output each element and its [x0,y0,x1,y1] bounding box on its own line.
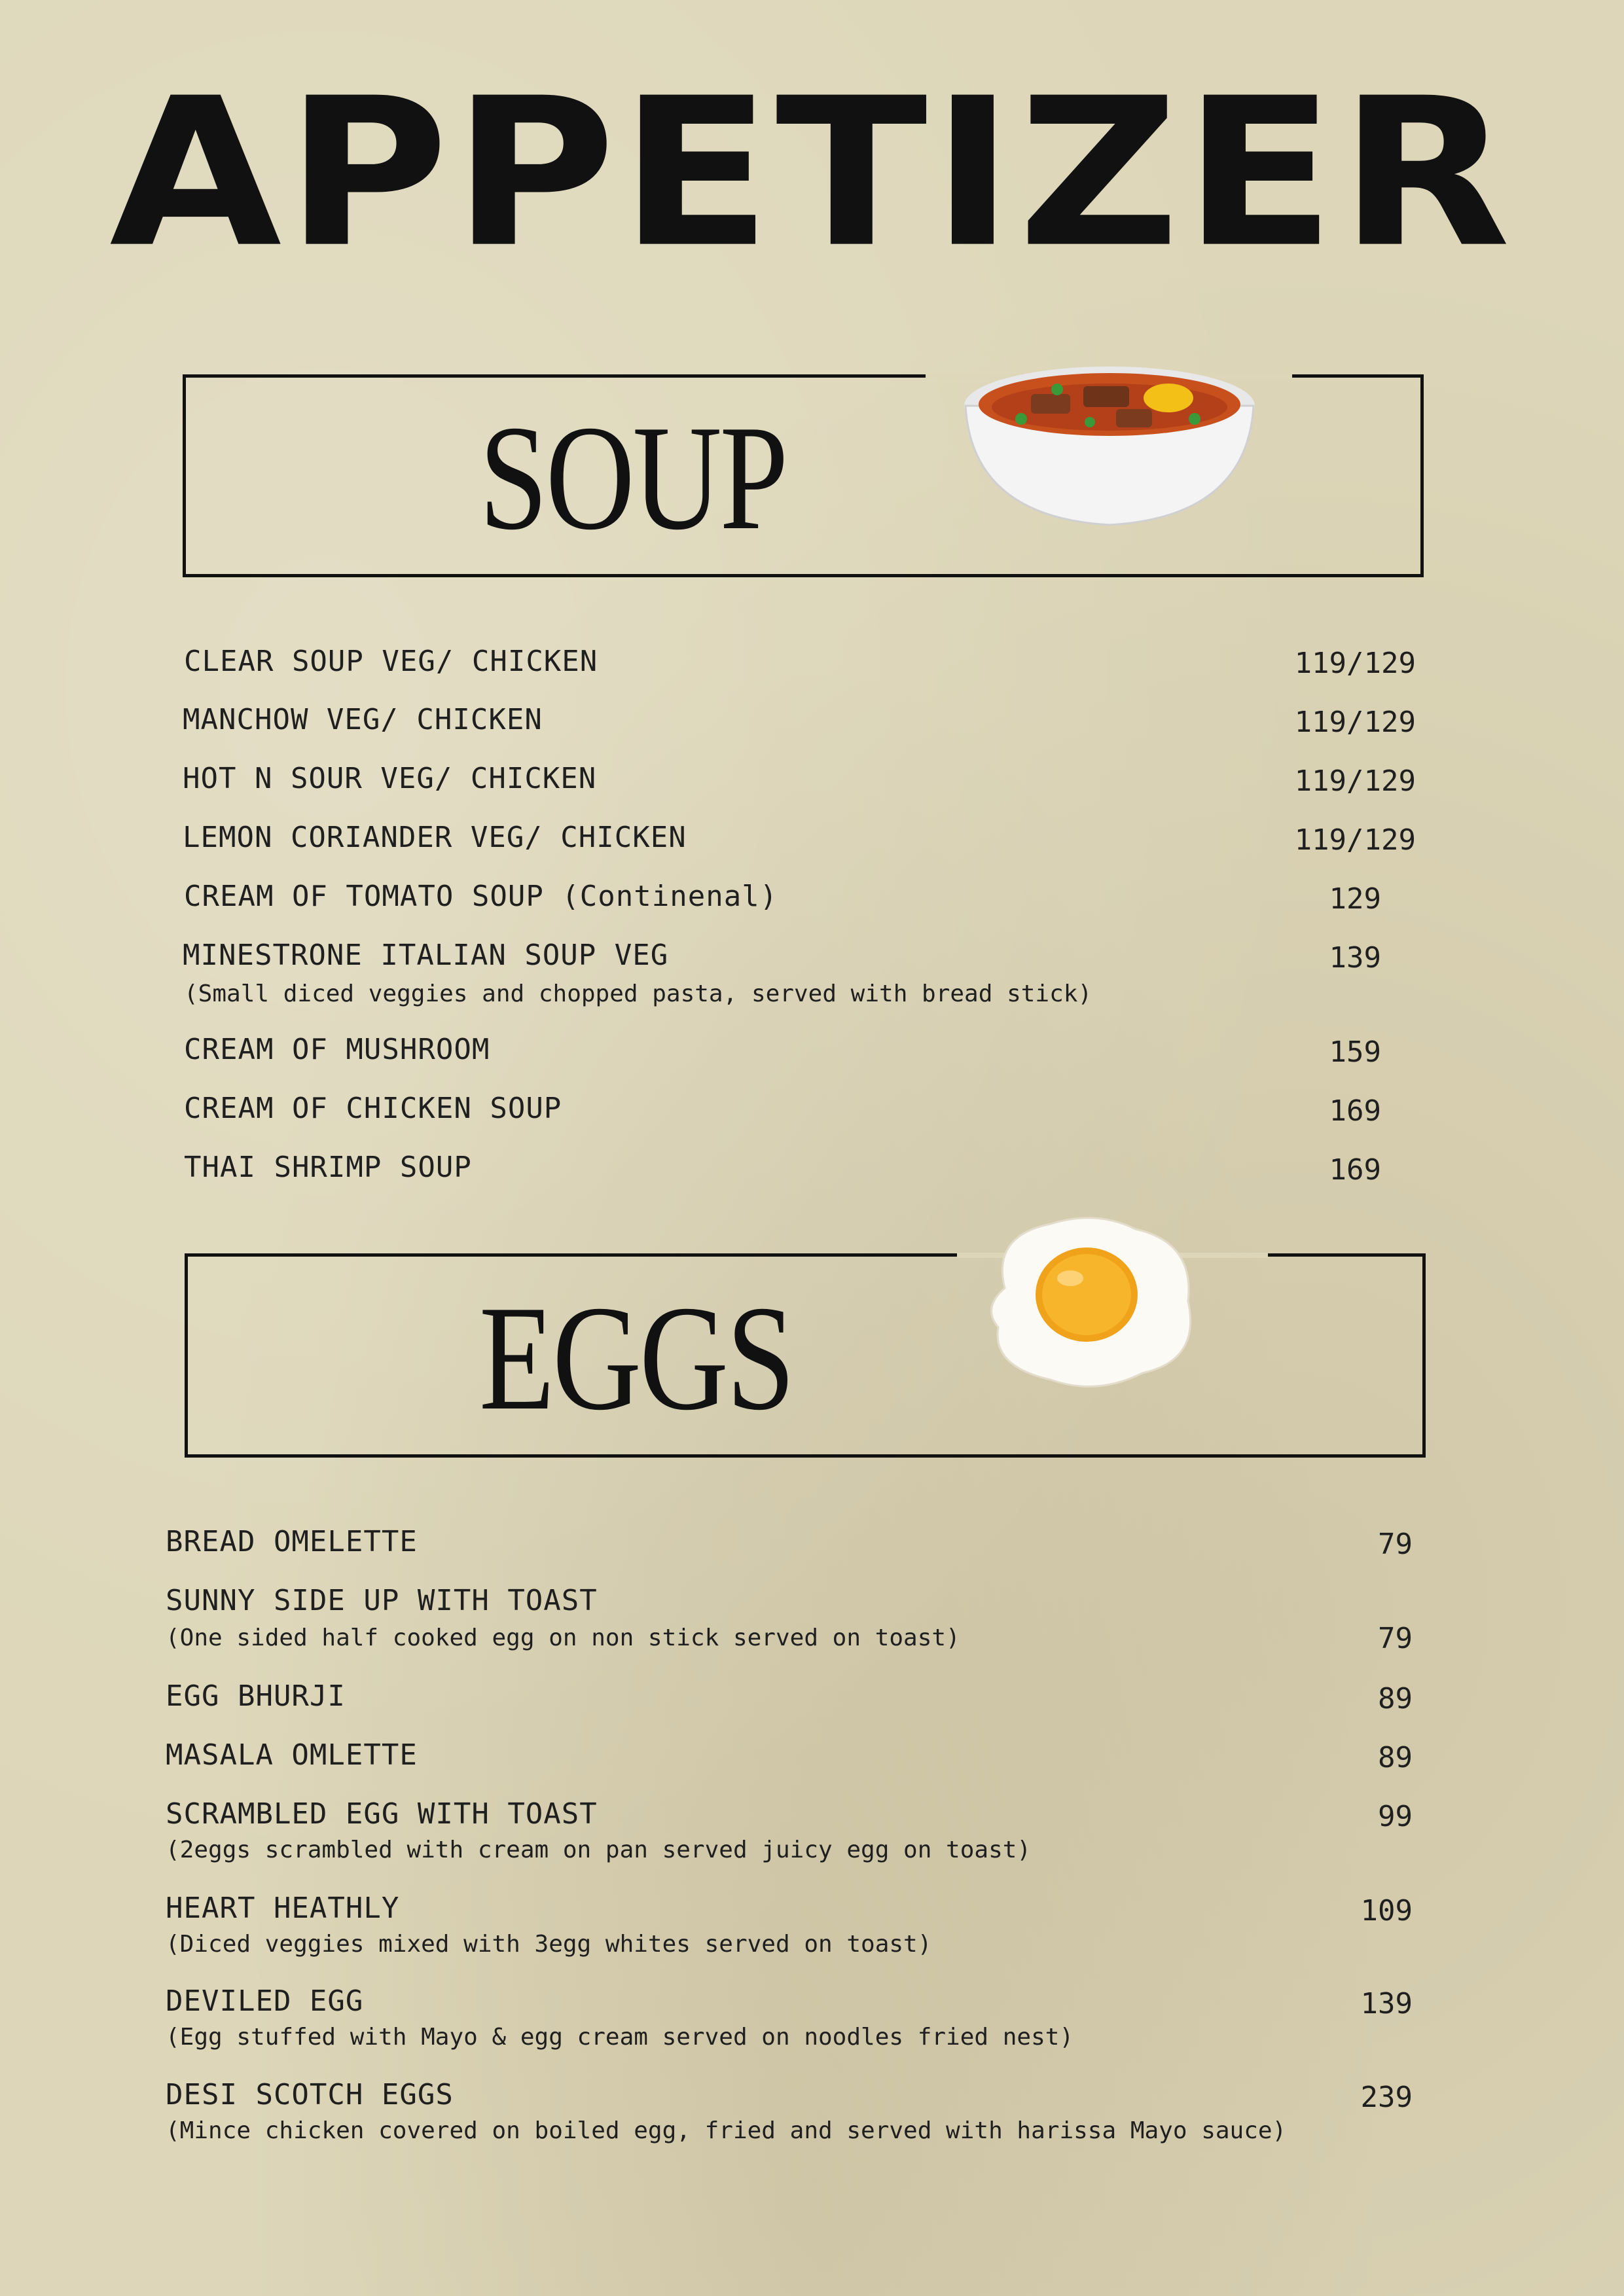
eggs-header-box [185,1253,1426,1458]
menu-item-description: (Small diced veggies and chopped pasta, served with bread stick) [184,980,1092,1007]
menu-item-price: 99 [1378,1800,1413,1833]
menu-item-price: 119/129 [1294,706,1416,739]
menu-item-price: 129 [1329,882,1381,916]
menu-item-price: 159 [1329,1035,1381,1069]
menu-item-price: 89 [1378,1682,1413,1715]
menu-item-description: (Diced veggies mixed with 3egg whites served on toast) [166,1931,932,1958]
menu-item-description: (Egg stuffed with Mayo & egg cream served on noodles fried nest) [166,2024,1074,2051]
menu-item-price: 109 [1360,1894,1413,1928]
menu-item-price: 119/129 [1294,764,1416,798]
menu-item-name: EGG BHURJI [166,1679,346,1713]
menu-item-name: MANCHOW VEG/ CHICKEN [183,703,543,736]
menu-item-name: SCRAMBLED EGG WITH TOAST [166,1797,598,1831]
page-title: APPETIZER [109,54,1515,293]
soup-heading: SOUP [479,394,787,561]
menu-item-name: HEART HEATHLY [166,1892,400,1925]
menu-item-price: 119/129 [1294,823,1416,857]
menu-item-description: (One sided half cooked egg on non stick served on toast) [166,1624,960,1651]
menu-item-name: MINESTRONE ITALIAN SOUP VEG [183,939,669,972]
menu-item-name: LEMON CORIANDER VEG/ CHICKEN [183,821,687,854]
menu-item-name: CREAM OF TOMATO SOUP (Continenal) [184,880,778,913]
menu-item-name: CREAM OF MUSHROOM [184,1033,490,1066]
menu-item-price: 79 [1378,1622,1413,1655]
menu-item-price: 89 [1378,1741,1413,1774]
menu-item-name: DESI SCOTCH EGGS [166,2078,454,2111]
menu-item-name: HOT N SOUR VEG/ CHICKEN [183,762,597,795]
menu-item-name: DEVILED EGG [166,1984,364,2018]
menu-item-price: 79 [1378,1528,1413,1561]
menu-item-price: 139 [1329,941,1381,975]
eggs-heading: EGGS [479,1274,793,1441]
fried-egg-icon [979,1210,1208,1399]
menu-item-name: MASALA OMLETTE [166,1738,418,1772]
menu-item-description: (Mince chicken covered on boiled egg, fried and served with harissa Mayo sauce) [166,2117,1287,2144]
menu-item-name: CLEAR SOUP VEG/ CHICKEN [184,645,598,678]
menu-item-price: 139 [1360,1987,1413,2020]
menu-item-name: SUNNY SIDE UP WITH TOAST [166,1584,598,1617]
menu-item-name: BREAD OMELETTE [166,1525,418,1558]
menu-item-price: 239 [1360,2081,1413,2114]
menu-item-price: 169 [1329,1153,1381,1187]
menu-item-name: CREAM OF CHICKEN SOUP [184,1092,562,1125]
soup-bowl-icon [959,353,1260,530]
menu-item-description: (2eggs scrambled with cream on pan served juicy egg on toast) [166,1837,1032,1863]
menu-item-price: 119/129 [1294,647,1416,680]
menu-item-name: THAI SHRIMP SOUP [184,1151,472,1184]
menu-item-price: 169 [1329,1094,1381,1128]
